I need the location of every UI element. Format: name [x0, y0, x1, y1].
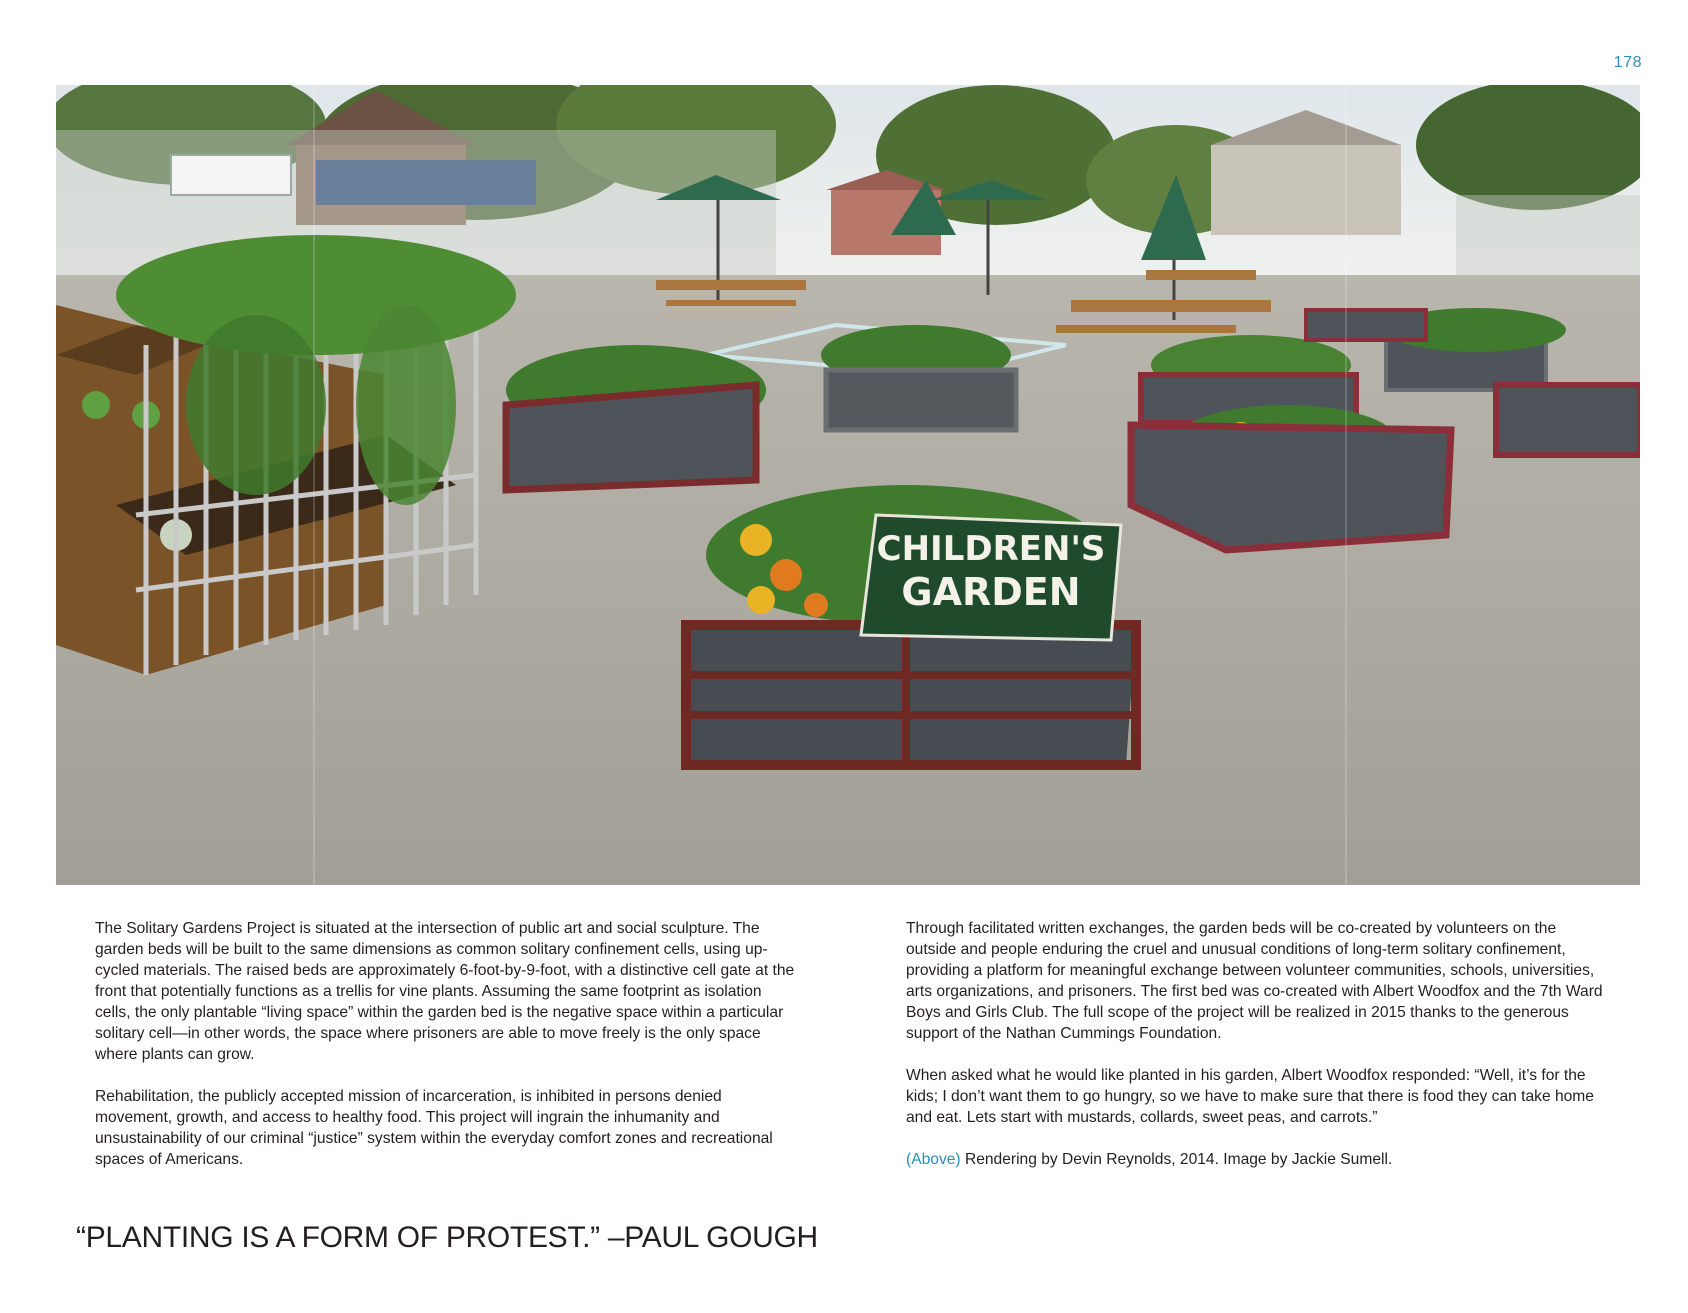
pull-quote: “PLANTING IS A FORM OF PROTEST.” –PAUL GOUGH — [76, 1221, 818, 1254]
body-paragraph: Through facilitated written exchanges, the garden beds will be co-created by volunteers on the outside and people enduring the cruel and unusual conditions of long-term solitary confinement, providing a platform for meaningful exchange between volunteer communities, schools, universities, arts organizations, and prisoners. The first bed was co-created with Albert Woodfox and the 7th Ward Boys and Girls Club. The full scope of the project will be realized in 2015 thanks to the generous support of the Nathan Cummings Foundation. — [906, 920, 1603, 1042]
caption-tag: (Above) — [906, 1151, 961, 1168]
photo-caption — [906, 1149, 1606, 1170]
body-paragraph: The Solitary Gardens Project is situated at the intersection of public art and social sculpture. The garden beds will be built to the same dimensions as common solitary confinement cells, using up-cycled materials. The raised beds are approximately 6-foot-by-9-foot, with a distinctive cell gate at the front that potentially functions as a trellis for vine plants. Assuming the same footprint as isolation cells, the only plantable “living space” within the garden bed is the negative space within a particular solitary cell—in other words, the space where prisoners are able to move freely is the only space where plants can grow. — [95, 920, 795, 1063]
body-right-column — [906, 918, 1606, 1191]
body-paragraph: When asked what he would like planted in his garden, Albert Woodfox responded: “Well, it’s for the kids; I don’t want them to go hungry, so we have to make sure that there is food they can take home and eat. Lets start with mustards, collards, sweet peas, and carrots.” — [906, 1067, 1594, 1126]
sign-text-line2: GARDEN — [901, 570, 1081, 614]
garden-illustration — [56, 85, 1640, 885]
page-number: 178 — [1613, 54, 1642, 71]
hero-photo — [56, 85, 1640, 885]
body-left-column — [95, 918, 795, 1191]
body-paragraph: Rehabilitation, the publicly accepted mission of incarceration, is inhibited in persons denied movement, growth, and access to healthy food. This project will ingrain the inhumanity and unsustainability of our criminal “justice” system within the everyday comfort zones and recreational spaces of Americans. — [95, 1088, 773, 1168]
childrens-garden-sign — [861, 515, 1121, 640]
caption-text: Rendering by Devin Reynolds, 2014. Image by Jackie Sumell. — [960, 1151, 1393, 1168]
sign-text-line1: CHILDREN'S — [876, 529, 1106, 569]
